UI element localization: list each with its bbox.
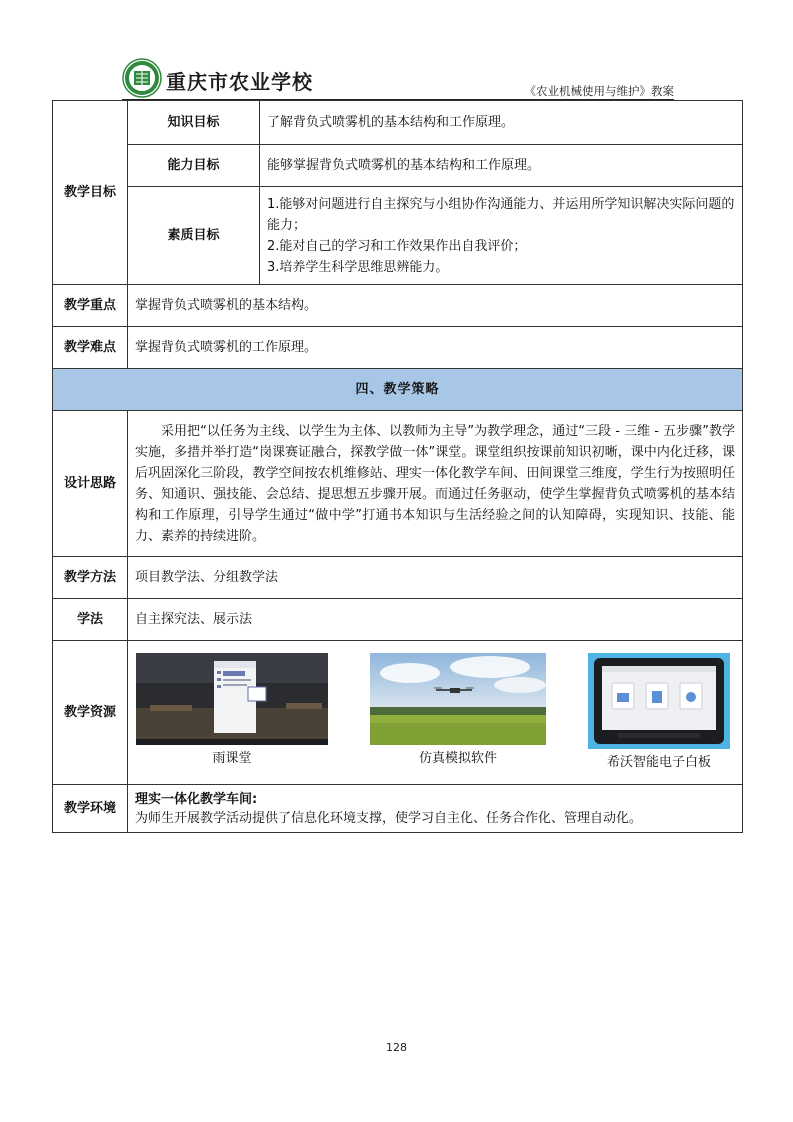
quality-goal-text — [260, 187, 743, 285]
table-row — [53, 641, 743, 785]
resource-caption: 雨课堂 — [212, 751, 252, 766]
section-title: 四、教学策略 — [53, 369, 743, 411]
resource-item — [136, 653, 328, 772]
resource-item — [370, 653, 546, 772]
environment-cell — [128, 785, 743, 833]
table-row — [53, 369, 743, 411]
table-row — [53, 557, 743, 599]
quality-goal-line: 3.培养学生科学思维思辨能力。 — [267, 259, 449, 275]
course-title: 《农业机械使用与维护》教案 — [524, 84, 674, 98]
rain-classroom-screenshot-icon — [136, 653, 328, 745]
table-row — [53, 327, 743, 369]
page-number: 128 — [386, 1041, 407, 1054]
table-row — [53, 101, 743, 145]
environment-title: 理实一体化教学车间: — [135, 791, 258, 807]
quality-goal-line: 1.能够对问题进行自主探究与小组协作沟通能力、并运用所学知识解决实际问题的能力； — [267, 196, 735, 233]
lesson-plan-table — [52, 100, 743, 833]
resources-label: 教学资源 — [53, 641, 128, 785]
key-point-label: 教学重点 — [53, 285, 128, 327]
knowledge-goal-text: 了解背负式喷雾机的基本结构和工作原理。 — [260, 101, 743, 145]
resource-caption: 希沃智能电子白板 — [606, 755, 711, 770]
quality-goal-line: 2.能对自己的学习和工作效果作出自我评价； — [267, 238, 527, 254]
goals-label: 教学目标 — [53, 101, 128, 285]
quality-goal-label: 素质目标 — [128, 187, 260, 285]
table-row — [53, 785, 743, 833]
resource-caption: 仿真模拟软件 — [418, 751, 497, 766]
resource-item — [588, 653, 730, 772]
table-row — [53, 145, 743, 187]
drone-field-photo-icon — [370, 653, 546, 745]
environment-text: 为师生开展教学活动提供了信息化环境支撑，使学习自主化、任务合作化、管理自动化。 — [135, 810, 643, 826]
school-name: 重庆市农业学校 — [166, 70, 313, 94]
table-row — [53, 187, 743, 285]
school-logo-icon — [122, 58, 162, 98]
difficulty-label: 教学难点 — [53, 327, 128, 369]
tablet-whiteboard-photo-icon — [588, 653, 730, 749]
ability-goal-label: 能力目标 — [128, 145, 260, 187]
table-row — [53, 599, 743, 641]
method-text: 项目教学法、分组教学法 — [128, 557, 743, 599]
table-row — [53, 411, 743, 557]
environment-label: 教学环境 — [53, 785, 128, 833]
page-header — [122, 56, 674, 102]
design-text: 采用把“以任务为主线、以学生为主体、以教师为主导”为教学理念，通过“三段 - 三维 - 五步骤”教学实施，多措并举打造“岗课赛证融合，探教学做一体”课堂。课堂组织按课前知识初晰，课中内化迁移，课后巩固深化三阶段，教学空间按农机维修站、理实一体化教学车间、田间课堂三维度，学生行为按照明任务、知通识、强技能、会总结、提思想五步骤开展。而通过任务驱动，使学生掌握背负式喷雾机的基本结构和工作原理，引导学生通过“做中学”打通书本知识与生活经验之间的认知障碍，实现知识、技能、能力、素养的持续进阶。 — [128, 411, 743, 557]
knowledge-goal-label: 知识目标 — [128, 101, 260, 145]
table-row — [53, 285, 743, 327]
study-text: 自主探究法、展示法 — [128, 599, 743, 641]
difficulty-text: 掌握背负式喷雾机的工作原理。 — [128, 327, 743, 369]
resources-cell — [128, 641, 743, 785]
ability-goal-text: 能够掌握背负式喷雾机的基本结构和工作原理。 — [260, 145, 743, 187]
method-label: 教学方法 — [53, 557, 128, 599]
study-label: 学法 — [53, 599, 128, 641]
design-label: 设计思路 — [53, 411, 128, 557]
key-point-text: 掌握背负式喷雾机的基本结构。 — [128, 285, 743, 327]
